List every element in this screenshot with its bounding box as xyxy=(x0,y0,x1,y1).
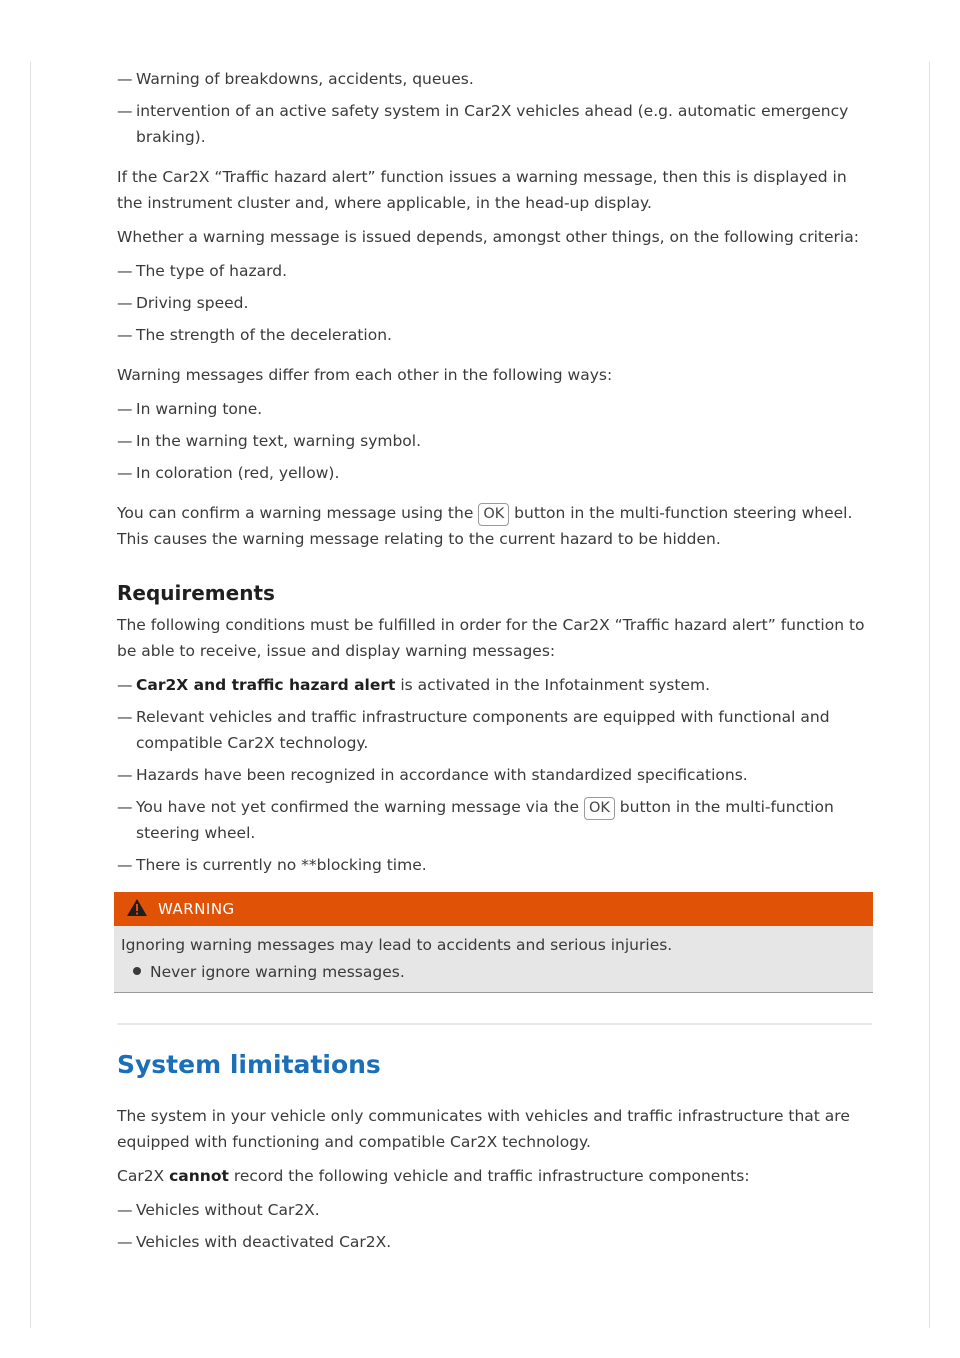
ok-key: OK xyxy=(584,797,615,820)
criteria-list xyxy=(117,258,877,348)
limitations-paragraph: The system in your vehicle only communicates with vehicles and traffic infrastructure that are equipped with functioning and compatible Car2X technology. xyxy=(117,1107,850,1151)
list-item: — In coloration (red, yellow). xyxy=(117,464,340,482)
list-item: — Relevant vehicles and traffic infrastructure components are equipped with functional and compatible Car2X technology. xyxy=(117,708,830,752)
list-item: — In warning tone. xyxy=(117,400,263,418)
list-item: — The strength of the deceleration. xyxy=(117,326,392,344)
list-item: — There is currently no **blocking time. xyxy=(117,856,427,874)
system-limitations-heading: System limitations xyxy=(117,1050,381,1079)
page-content xyxy=(117,66,877,1261)
paragraph-differ: Warning messages differ from each other in the following ways: xyxy=(117,366,613,384)
warning-triangle-icon xyxy=(126,898,158,921)
list-item: — intervention of an active safety system in Car2X vehicles ahead (e.g. automatic emergency braking). xyxy=(117,102,849,146)
warning-title: WARNING xyxy=(158,900,235,918)
warning-header xyxy=(114,892,873,926)
paragraph-criteria: Whether a warning message is issued depends, amongst other things, on the following criteria: xyxy=(117,228,859,246)
list-item: — In the warning text, warning symbol. xyxy=(117,432,422,450)
list-item: — You have not yet confirmed the warning message via the OK button in the multi-function steering wheel. xyxy=(117,798,834,842)
list-item: — Vehicles without Car2X. xyxy=(117,1201,320,1219)
requirements-heading: Requirements xyxy=(117,581,275,605)
left-margin-rule xyxy=(30,62,31,1328)
list-item: — The type of hazard. xyxy=(117,262,287,280)
list-item: — Driving speed. xyxy=(117,294,249,312)
limitations-list xyxy=(117,1197,877,1255)
requirements-intro: The following conditions must be fulfilled in order for the Car2X “Traffic hazard alert” function to be able to receive, issue and display warning messages: xyxy=(117,616,865,660)
section-divider xyxy=(117,1023,872,1025)
paragraph-display: If the Car2X “Traffic hazard alert” function issues a warning message, then this is displayed in the instrument cluster and, where applicable, in the head-up display. xyxy=(117,168,847,212)
list-item: — Car2X and traffic hazard alert is activated in the Infotainment system. xyxy=(117,676,711,694)
list-item: — Vehicles with deactivated Car2X. xyxy=(117,1233,392,1251)
limitations-cannot-paragraph: Car2X cannot record the following vehicle and traffic infrastructure components: xyxy=(117,1167,750,1185)
list-item: — Hazards have been recognized in accordance with standardized specifications. xyxy=(117,766,748,784)
ok-key: OK xyxy=(478,503,509,526)
warning-bullet: Never ignore warning messages. xyxy=(121,959,866,986)
paragraph-confirm: You can confirm a warning message using the OK button in the multi-function steering wheel. This causes the warning message relating to the current hazard to be hidden. xyxy=(117,504,853,548)
list-item: — Warning of breakdowns, accidents, queues. xyxy=(117,70,474,88)
requirements-list xyxy=(117,672,877,878)
intro-list xyxy=(117,66,877,150)
warning-body xyxy=(114,926,873,993)
warning-text: Ignoring warning messages may lead to accidents and serious injuries. xyxy=(121,936,673,954)
warning-box xyxy=(114,892,873,993)
right-margin-rule xyxy=(929,62,930,1328)
bullet-icon xyxy=(133,967,141,975)
differ-list xyxy=(117,396,877,486)
